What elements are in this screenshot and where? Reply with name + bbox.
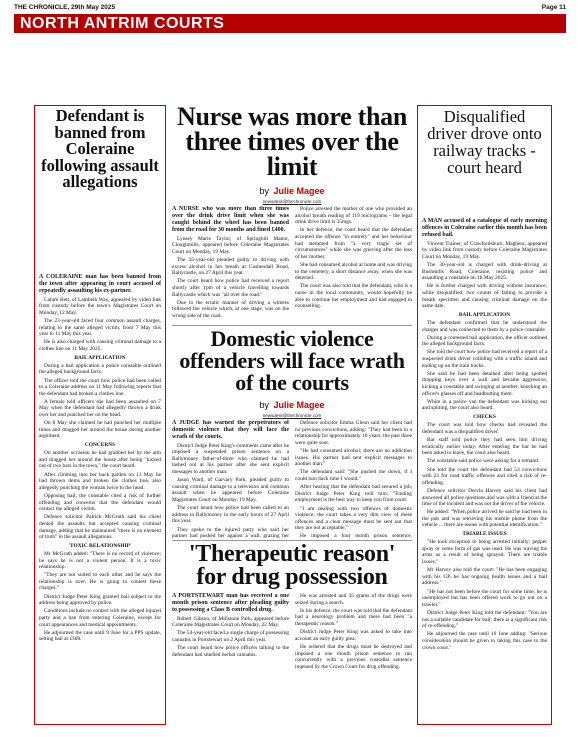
story-nurse-body	[172, 206, 412, 322]
right-story-headline: Disqualified driver drove onto railway tracks - court heard	[427, 107, 542, 177]
paragraph: The defendant said: "She pushed me down, if I could turn back time I would."	[295, 469, 412, 482]
right-story-body	[422, 218, 547, 720]
paragraph: Bar staff told police they had seen him driving erratically earlier today. After entering the bar he had been asked to leave, the court also heard.	[422, 436, 547, 457]
paragraph: The court heard how police had been called to an address in Ballymoney in the early hours of 27 April this year.	[172, 505, 289, 525]
left-story-headline: Defendant is banned from Coleraine following assault allegations	[41, 106, 159, 191]
story-nurse-byline	[172, 181, 412, 199]
reporter-email[interactable]: newsdesk@thechronicle.com	[262, 413, 322, 418]
paragraph: "He has not been before the court for some time, he is unemployed but has been offered work to go out on a trawler."	[422, 588, 547, 608]
story-domestic-violence-byline	[172, 395, 412, 413]
paragraph: On 8 May she claimed he had punched her multiple times and dragged her around the house during another argument.	[39, 420, 161, 440]
paragraph: While in a police van the defendant was kicking out and spitting, the court also heard.	[422, 398, 547, 412]
left-story	[34, 105, 166, 725]
paragraph: The defendant confirmed that he understood the charges and was connected to them by a police constable.	[422, 319, 547, 333]
right-story	[417, 105, 552, 725]
paragraph: He added: "When police arrived he said he had been in the pub and was retrieving his mobile phone from the vehicle ... there are issues with potential identification."	[422, 509, 547, 529]
paragraph: The 23-year-old faced four common assault charges, relating to the same alleged victim, from 7 May this year to 11 May this year.	[39, 317, 161, 338]
story-divider	[172, 325, 412, 326]
paragraph: She had consumed alcohol at home and was driving to the cemetery, a short distance away, when she was detected.	[295, 261, 412, 282]
paragraph: Robert Gibson, of Millstone Park, appeared before Coleraine Magistrates Court on Monday, 22 May.	[172, 615, 289, 629]
paragraph: During a contested bail application, the officer outlined the alleged background facts.	[422, 334, 547, 348]
paragraph: He adjourned the case until 16 June adding: "Serious consideration should be given to taking this case to the crown court."	[422, 631, 547, 651]
paragraph: The 35-year-old pleaded guilty to driving with excess alcohol in her breath at Cushendall Road, Ballycastle, on 27 April this year.	[172, 256, 289, 277]
story-domestic-violence	[172, 328, 412, 538]
paragraph: "They are not suited to each other and he says the relationship is over. He is going to contest these charges."	[39, 572, 161, 592]
paragraph: He was arrested and 35 grams of the drugs were seized during a search.	[295, 593, 412, 606]
story-divider	[172, 540, 412, 541]
paragraph: He is also charged with causing criminal damage to a clothes line on 11 May 2025.	[39, 339, 161, 352]
paragraph: The court heard how police had received a report shortly after 1pm of a vehicle travelling towards Ballycastle which was "all over the road."	[172, 278, 289, 298]
paragraph: The constable said police were asking for a remand.	[427, 458, 540, 465]
paragraph: A female told officers she had been assaulted on 7 May when the defendant had allegedly thrown a drink over her and punched her on the head.	[39, 398, 161, 419]
paper-name-date: THE CHRONICLE, 29th May 2025	[14, 4, 116, 11]
paragraph: Due to the erratic manner of driving a witness followed the vehicle which, at one stage, was on the wrong side of the road.	[172, 299, 289, 319]
paragraph: Mr Harvey also told the court: "He has been engaging with his GP, he has ongoing health issues and a bail address."	[422, 567, 547, 587]
story-drug-possession-body	[172, 593, 412, 719]
paragraph: Opposing bail, the constable cited a risk of further offending and concerns that the defendant would contact the alleged victim.	[39, 492, 161, 513]
paragraph: After hearing that the defendant had secured a job, District Judge Peter King told him: "Finding employment is the best way to keep you from court.	[295, 484, 412, 504]
section-title: NORTH ANTRIM COURTS	[20, 15, 225, 32]
byline-by: by	[259, 400, 270, 410]
paragraph: "I am dealing with two offences of domestic violence; the court takes a very dim view of these offences and a clear message must be sent out that they are not acceptable."	[295, 505, 412, 532]
paragraph: On another occasion he had grabbed her by the arm and dragged her around the house after being "kicked out of two bars in the town," the court heard.	[39, 450, 161, 470]
paragraph: During a bail application a police constable outlined the alleged background facts.	[39, 362, 161, 376]
paragraph: Defence solicitor Emma Glenn said her client had no previous convictions, adding: "They had been in a relationship for approximately 10 years; the past three were quite sour.	[295, 420, 412, 446]
subheading: TRIABLE ISSUES	[462, 531, 507, 538]
paragraph: Calum Bett, of Lambeth Way, appeared by video link from custody before the town's Magistrates Court on Monday, 12 May.	[39, 296, 161, 316]
paragraph: The court heard how police officers talking to the defendant had smelled herbal cannabis.	[172, 645, 289, 658]
paragraph: District Judge Peter King's comments came after he imposed a suspended prison sentence on a Ballymoney father-of-three who claimed he had lashed out at his partner after she sent explicit messages to another man.	[172, 442, 289, 475]
subheading: CHECKS	[473, 414, 496, 420]
paragraph: The 30-year-old is charged with drink-driving at Bushmills Road, Coleraine, resisting police and assaulting a constable on 18 May 2025.	[422, 261, 547, 282]
paragraph: A COLERAINE man has been banned from the town after appearing in court accused of repeatedly assaulting his ex-partner.	[39, 274, 161, 294]
paragraph: Police arrested the mother of one who provided an alcohol breath reading of 119 micrograms – the legal drink drive limit is 35mgs.	[295, 206, 412, 226]
story-nurse	[172, 104, 412, 322]
paragraph: Defence solicitor Patrick McGrath said his client denied the assaults but accepted causing criminal damage, adding that he maintained "there is no element of truth" in the assault allegations.	[39, 514, 161, 541]
paragraph: In her defence, the court heard that the defendant accepted the offence "in entirety" and her behaviour had stemmed from "a very tragic set of circumstances" while she was grieving after the loss of her mother.	[295, 227, 412, 260]
paragraph: They spoke to the injured party who said her partner had pushed her against a wall, grazing her	[172, 526, 289, 538]
paragraph: He ordered that the drugs must be destroyed and imposed a one month prison sentence to run concurrently with a previous custodial sentence imposed by the Crown Court for drug offending.	[295, 643, 412, 670]
paragraph: District Judge Peter King told the defendant: "You are not a suitable candidate for bail; there is a significant risk of re-offending."	[422, 609, 547, 630]
paragraph: After climbing into her back garden on 11 May he had thrown items and broken the clothes line, also allegedly punching the woman twice to the head.	[39, 471, 161, 491]
paragraph: She told the court how police had received a report of a suspected drink driver colliding with a traffic island and ending up on the train tracks.	[422, 349, 547, 369]
paragraph: He imposed a four month prison sentence,	[300, 533, 412, 538]
paragraph: "He took exception to being arrested initially; pepper spray or some form of gas was used. He was waving his arms as a result of being sprayed. There are triable issues."	[422, 539, 547, 566]
story-drug-possession	[172, 543, 412, 727]
paragraph: Mr McGrath added: "There is no record of violence; he says he is not a violent person. It is a toxic relationship.	[39, 550, 161, 571]
paragraph: The officer told the court how police had been called to a Coleraine address on 11 May following reports that the defendant had broken a clothes line.	[39, 377, 161, 397]
story-domestic-violence-body	[172, 420, 412, 538]
story-drug-possession-headline: 'Therapeutic reason' for drug possession	[188, 543, 396, 590]
paragraph: A JUDGE has warned the perpetrators of domestic violence that they will face the wrath of the courts.	[172, 420, 289, 440]
paragraph: The court was also told that the defendant, who is a nurse in the local community, would hopefully be able to continue her employment and had engaged in counselling.	[295, 283, 412, 310]
paragraph: She said he had been detained after being spotted dropping keys over a wall and became aggressive, kicking a constable and swinging at another, knocking an officer's glasses off and headbutting them.	[422, 370, 547, 397]
paragraph: A PORTSTEWART man has received a one month prison sentence after pleading guilty to possessing a Class B controlled drug.	[172, 593, 289, 613]
story-domestic-violence-headline: Domestic violence offenders will face wrath of the courts	[179, 328, 405, 395]
masthead	[14, 4, 566, 14]
subheading: BAIL APPLICATION	[458, 311, 511, 318]
section-banner	[14, 14, 566, 33]
byline-name: Julie Magee	[273, 400, 325, 410]
paragraph: Defence solicitor Dervla Harvey said his client had answered all police questions and was with a friend at the time of the incident and was not the driver of the vehicle.	[422, 487, 547, 508]
paragraph: "He had consumed alcohol; there are no addiction issues. His partner had sent explicit messages to another man."	[295, 447, 412, 468]
page-number: Page 11	[541, 4, 566, 11]
paragraph: The 54-year-old faced a single charge of possessing cannabis in Portstewart on 2 April this year.	[172, 630, 289, 643]
paragraph: District Judge Peter King granted bail subject to the address being approved by police.	[39, 593, 161, 607]
story-nurse-headline: Nurse was more than three times over the limit	[177, 104, 407, 181]
paragraph: The court was told how checks had revealed the defendant was a disqualified driver.	[422, 422, 547, 435]
subheading: BAIL APPLICATION	[74, 354, 126, 361]
paragraph: He adjourned the case until 9 June for a PPS update, setting bail at £500.	[39, 629, 161, 643]
paragraph: In his defence, the court was told that the defendant had a neurology problem and there had been "a therapeutic reason."	[295, 607, 412, 627]
paragraph: Conditions include no contact with the alleged injured party and a ban from entering Coleraine, except for court appearances and medical appointments.	[39, 608, 161, 628]
paragraph: Jason Ward, of Garvary Park, pleaded guilty to causing criminal damage to a television and common assault when he appeared before Coleraine Magistrates Court on Monday, 19 May.	[172, 477, 289, 503]
subheading: 'TOXIC RELATIONSHIP'	[68, 542, 132, 549]
paragraph: She told the court the defendant had 53 convictions with 23 for road traffic offences and cited a risk of re-offending.	[422, 466, 547, 486]
byline-name: Julie Magee	[273, 186, 325, 196]
paragraph: A NURSE who was more than three times over the drink drive limit when she was caught behind the wheel has been banned from the road for 30 months and fined £400.	[172, 206, 289, 233]
paragraph: Vincent Trainer, of Crawfordsburn, Maghera, appeared by video link from custody before Coleraine Magistrates Court on Monday, 19 May.	[422, 240, 547, 260]
reporter-email[interactable]: newsdesk@thechronicle.com	[262, 199, 322, 204]
paragraph: District Judge Peter King was asked to take into account an early guilty plea.	[295, 629, 412, 642]
paragraph: He is further charged with driving without insurance, while disqualified, two counts of failing to provide a breath specimen and causing criminal damage on the same date.	[422, 283, 547, 310]
subheading: CONCERNS	[84, 442, 116, 449]
paragraph: A MAN accused of a catalogue of early morning offences in Coleraine earlier this month has been refused bail.	[422, 218, 547, 238]
byline-by: by	[259, 186, 270, 196]
paragraph: Lynsey Marie Taylor, of Springhill Manor, Cloughmills, appeared before Coleraine Magistrates Court on Monday, 19 May.	[172, 235, 289, 255]
left-story-body	[39, 274, 161, 720]
